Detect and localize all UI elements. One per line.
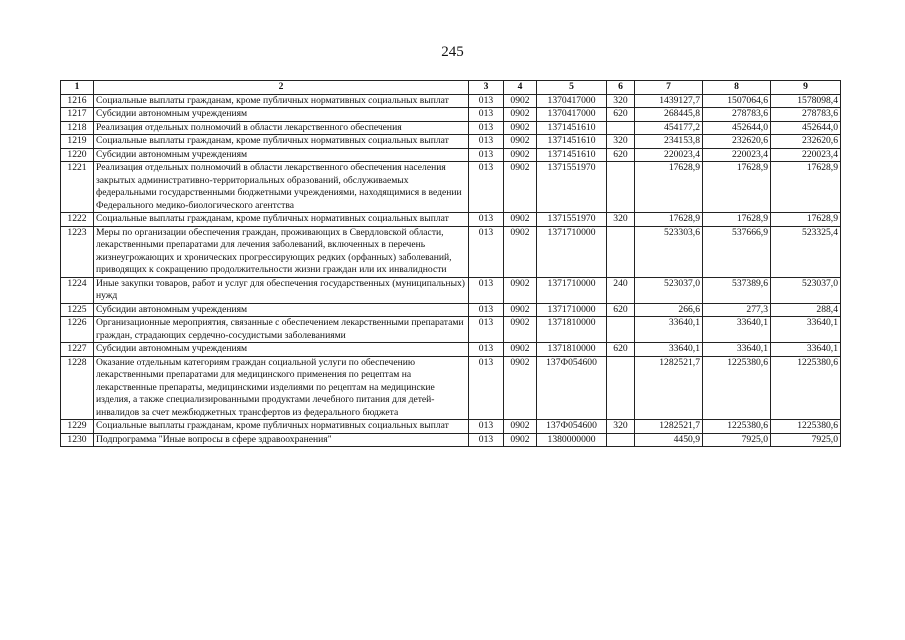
row-name: Меры по организации обеспечения граждан, проживающих в Свердловской области, лекарственными препаратами для лечения заболеваний, включенных в перечень жизнеугрожающих и хронических прогрессирующих редких (орфанных) заболеваний, приводящих к сокращению продолжительности жизни граждан или их инвалидности [94,226,469,277]
admin-code: 013 [469,317,504,343]
target-article-code: 137Ф054600 [537,356,607,420]
expense-type-code: 320 [607,420,635,434]
admin-code: 013 [469,162,504,213]
expense-type-code: 620 [607,303,635,317]
row-number: 1222 [61,213,94,227]
row-name: Реализация отдельных полномочий в области лекарственного обеспечения населения закрытых административно-территориальных образований, обслуживаемых федеральными государственными бюджетными учреждениями, находящимися в ведении Федерального медико-биологического агентства [94,162,469,213]
expense-type-code: 620 [607,108,635,122]
admin-code: 013 [469,433,504,447]
column-header: 8 [703,81,771,95]
table-row [61,108,841,122]
column-header: 5 [537,81,607,95]
row-number: 1228 [61,356,94,420]
admin-code: 013 [469,135,504,149]
amount-year-3: 1225380,6 [771,356,841,420]
column-header: 3 [469,81,504,95]
amount-year-3: 288,4 [771,303,841,317]
table-row [61,162,841,213]
expense-type-code [607,317,635,343]
amount-year-2: 1225380,6 [703,356,771,420]
admin-code: 013 [469,277,504,303]
target-article-code: 1371810000 [537,343,607,357]
admin-code: 013 [469,108,504,122]
amount-year-2: 33640,1 [703,317,771,343]
row-name: Социальные выплаты гражданам, кроме публичных нормативных социальных выплат [94,213,469,227]
section-code: 0902 [504,226,537,277]
section-code: 0902 [504,356,537,420]
amount-year-1: 266,6 [635,303,703,317]
amount-year-1: 220023,4 [635,148,703,162]
amount-year-1: 454177,2 [635,121,703,135]
expense-type-code: 320 [607,94,635,108]
amount-year-1: 1282521,7 [635,356,703,420]
amount-year-3: 17628,9 [771,213,841,227]
table-row [61,148,841,162]
expense-type-code [607,121,635,135]
target-article-code: 1371451610 [537,135,607,149]
amount-year-2: 7925,0 [703,433,771,447]
amount-year-2: 277,3 [703,303,771,317]
amount-year-1: 268445,8 [635,108,703,122]
header-row [61,81,841,95]
section-code: 0902 [504,108,537,122]
row-number: 1218 [61,121,94,135]
amount-year-1: 1439127,7 [635,94,703,108]
target-article-code: 1371451610 [537,121,607,135]
admin-code: 013 [469,148,504,162]
row-name: Субсидии автономным учреждениям [94,343,469,357]
row-number: 1216 [61,94,94,108]
expense-type-code: 620 [607,148,635,162]
section-code: 0902 [504,121,537,135]
amount-year-3: 523325,4 [771,226,841,277]
row-name: Субсидии автономным учреждениям [94,148,469,162]
amount-year-3: 232620,6 [771,135,841,149]
row-name: Социальные выплаты гражданам, кроме публичных нормативных социальных выплат [94,420,469,434]
row-name: Социальные выплаты гражданам, кроме публичных нормативных социальных выплат [94,94,469,108]
section-code: 0902 [504,94,537,108]
table-row [61,303,841,317]
amount-year-2: 537666,9 [703,226,771,277]
row-number: 1219 [61,135,94,149]
amount-year-1: 17628,9 [635,213,703,227]
amount-year-2: 452644,0 [703,121,771,135]
target-article-code: 1380000000 [537,433,607,447]
admin-code: 013 [469,121,504,135]
amount-year-1: 4450,9 [635,433,703,447]
target-article-code: 1371551970 [537,162,607,213]
section-code: 0902 [504,277,537,303]
expense-type-code: 620 [607,343,635,357]
admin-code: 013 [469,343,504,357]
amount-year-2: 232620,6 [703,135,771,149]
amount-year-3: 33640,1 [771,317,841,343]
amount-year-2: 537389,6 [703,277,771,303]
table-row [61,356,841,420]
page-number: 245 [441,44,464,60]
expense-type-code [607,356,635,420]
amount-year-1: 523037,0 [635,277,703,303]
section-code: 0902 [504,135,537,149]
table-row [61,433,841,447]
section-code: 0902 [504,420,537,434]
amount-year-3: 1578098,4 [771,94,841,108]
amount-year-2: 33640,1 [703,343,771,357]
column-header: 4 [504,81,537,95]
row-number: 1225 [61,303,94,317]
expense-type-code [607,226,635,277]
amount-year-3: 220023,4 [771,148,841,162]
row-number: 1224 [61,277,94,303]
amount-year-3: 1225380,6 [771,420,841,434]
amount-year-2: 17628,9 [703,213,771,227]
admin-code: 013 [469,226,504,277]
amount-year-3: 33640,1 [771,343,841,357]
amount-year-1: 1282521,7 [635,420,703,434]
row-name: Реализация отдельных полномочий в области лекарственного обеспечения [94,121,469,135]
amount-year-2: 220023,4 [703,148,771,162]
amount-year-3: 523037,0 [771,277,841,303]
amount-year-2: 17628,9 [703,162,771,213]
section-code: 0902 [504,343,537,357]
amount-year-2: 278783,6 [703,108,771,122]
expense-type-code: 320 [607,213,635,227]
target-article-code: 1371810000 [537,317,607,343]
target-article-code: 137Ф054600 [537,420,607,434]
amount-year-1: 17628,9 [635,162,703,213]
row-name: Организационные мероприятия, связанные с обеспечением лекарственными препаратами граждан, страдающих сердечно-сосудистыми заболеваниями [94,317,469,343]
column-header: 2 [94,81,469,95]
row-number: 1217 [61,108,94,122]
row-name: Оказание отдельным категориям граждан социальной услуги по обеспечению лекарственными препаратами для медицинского применения по рецептам на лекарственные препараты, медицинскими изделиями по рецептам на медицинские изделия, а также специализированными продуктами лечебного питания для детей-инвалидов за счет межбюджетных трансфертов из федерального бюджета [94,356,469,420]
section-code: 0902 [504,148,537,162]
amount-year-1: 523303,6 [635,226,703,277]
column-header: 1 [61,81,94,95]
expense-type-code [607,433,635,447]
expense-type-code: 240 [607,277,635,303]
amount-year-3: 17628,9 [771,162,841,213]
section-code: 0902 [504,303,537,317]
row-number: 1220 [61,148,94,162]
column-header: 6 [607,81,635,95]
row-name: Иные закупки товаров, работ и услуг для обеспечения государственных (муниципальных) нужд [94,277,469,303]
row-name: Подпрограмма "Иные вопросы в сфере здравоохранения" [94,433,469,447]
amount-year-1: 33640,1 [635,343,703,357]
expense-type-code [607,162,635,213]
amount-year-3: 278783,6 [771,108,841,122]
amount-year-2: 1225380,6 [703,420,771,434]
row-number: 1221 [61,162,94,213]
target-article-code: 1371710000 [537,303,607,317]
budget-table [60,80,841,447]
table-row [61,343,841,357]
admin-code: 013 [469,303,504,317]
row-name: Социальные выплаты гражданам, кроме публичных нормативных социальных выплат [94,135,469,149]
target-article-code: 1370417000 [537,108,607,122]
amount-year-2: 1507064,6 [703,94,771,108]
row-number: 1229 [61,420,94,434]
section-code: 0902 [504,162,537,213]
amount-year-3: 452644,0 [771,121,841,135]
table-row [61,94,841,108]
admin-code: 013 [469,94,504,108]
table-row [61,317,841,343]
table-row [61,226,841,277]
admin-code: 013 [469,420,504,434]
row-number: 1223 [61,226,94,277]
amount-year-3: 7925,0 [771,433,841,447]
section-code: 0902 [504,317,537,343]
target-article-code: 1370417000 [537,94,607,108]
table-row [61,420,841,434]
column-header: 9 [771,81,841,95]
table-row [61,277,841,303]
row-name: Субсидии автономным учреждениям [94,108,469,122]
target-article-code: 1371710000 [537,226,607,277]
amount-year-1: 33640,1 [635,317,703,343]
row-number: 1226 [61,317,94,343]
target-article-code: 1371551970 [537,213,607,227]
expense-type-code: 320 [607,135,635,149]
table-row [61,135,841,149]
table-row [61,213,841,227]
target-article-code: 1371710000 [537,277,607,303]
row-number: 1230 [61,433,94,447]
target-article-code: 1371451610 [537,148,607,162]
admin-code: 013 [469,213,504,227]
row-name: Субсидии автономным учреждениям [94,303,469,317]
admin-code: 013 [469,356,504,420]
table-row [61,121,841,135]
section-code: 0902 [504,433,537,447]
column-header: 7 [635,81,703,95]
amount-year-1: 234153,8 [635,135,703,149]
row-number: 1227 [61,343,94,357]
section-code: 0902 [504,213,537,227]
